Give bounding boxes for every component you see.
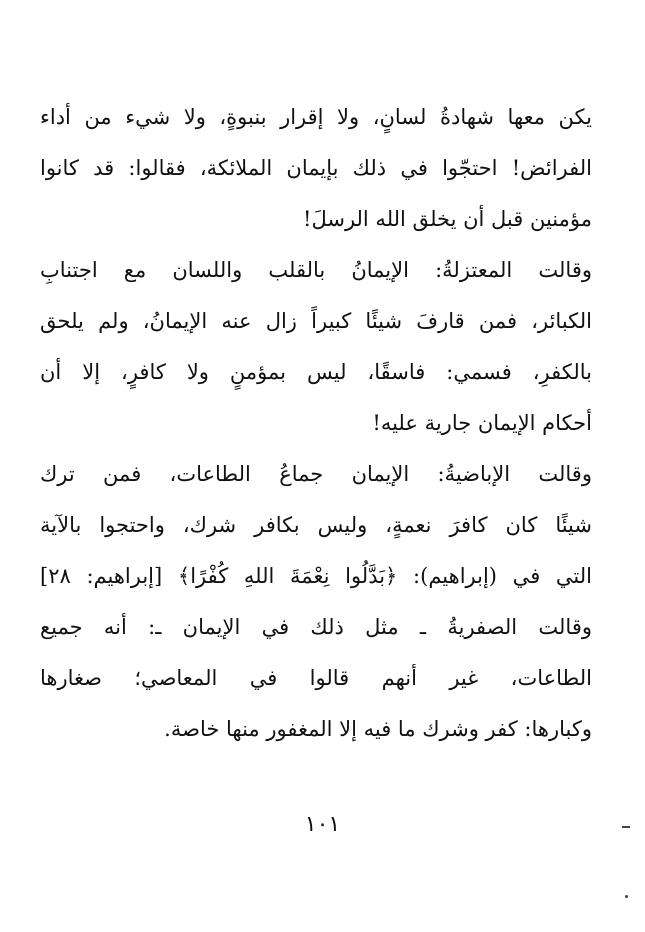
text-line: بالكفرِ، فسمي: فاسقًا، ليس بمؤمنٍ ولا كافرٍ، إلا أن [40, 360, 592, 384]
text-line: التي في (إبراهيم): ﴿بَدَّلُوا نِعْمَةَ اللهِ كُفْرًا﴾ [إبراهيم: ٢٨] [40, 564, 592, 588]
text-line: وقالت المعتزلةُ: الإيمانُ بالقلب واللسان مع اجتنابِ [40, 258, 592, 282]
page-number: ١٠١ [304, 812, 341, 837]
text-line: يكن معها شهادةُ لسانٍ، ولا إقرار بنبوةٍ، ولا شيء من أداء [40, 105, 592, 129]
body-text [40, 92, 592, 755]
margin-dash-mark [622, 826, 630, 828]
text-line: الفرائض! احتجّوا في ذلك بإيمان الملائكة، فقالوا: قد كانوا [40, 156, 592, 180]
text-line: أحكام الإيمان جارية عليه! [372, 411, 592, 435]
text-line: وقالت الصفريةُ ـ مثل ذلك في الإيمان ـ: أنه جميع [40, 615, 592, 639]
text-line: وكبارها: كفر وشرك ما فيه إلا المغفور منها خاصة. [164, 717, 592, 741]
margin-dot-mark [625, 895, 628, 898]
text-line: الكبائر، فمن قارفَ شيئًا كبيراً زال عنه الإيمانُ، ولم يلحق [40, 309, 592, 333]
text-line: مؤمنين قبل أن يخلق الله الرسلَ! [303, 207, 592, 231]
text-line: وقالت الإباضيةُ: الإيمان جماعُ الطاعات، فمن ترك [40, 462, 592, 486]
text-line: الطاعات، غير أنهم قالوا في المعاصي؛ صغارها [40, 666, 592, 690]
text-line: شيئًا كان كافرَ نعمةٍ، وليس بكافر شرك، واحتجوا بالآية [40, 513, 592, 537]
